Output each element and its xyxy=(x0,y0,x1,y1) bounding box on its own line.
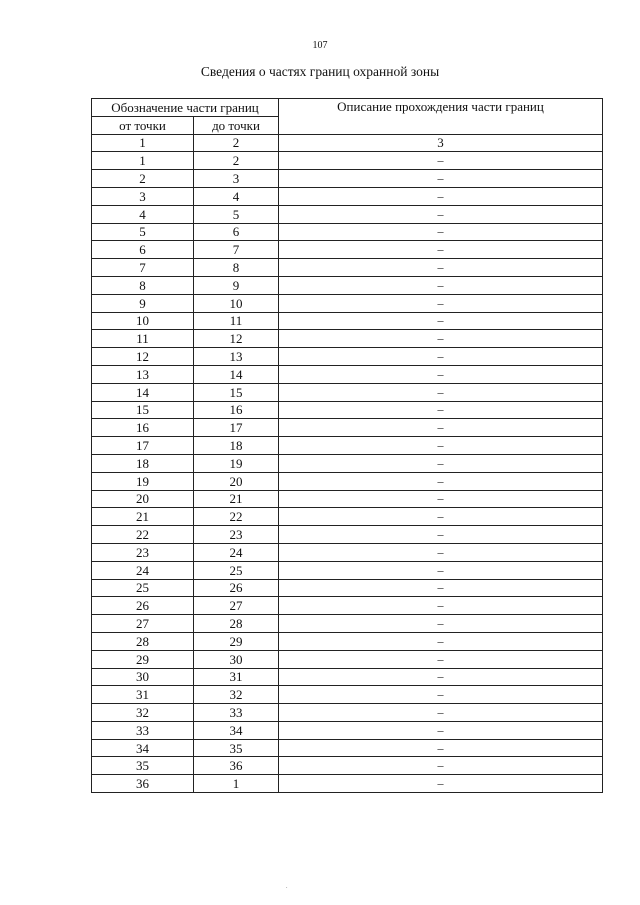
table-row xyxy=(92,704,603,722)
header-from-point: от точки xyxy=(92,116,194,134)
description-cell: – xyxy=(279,775,603,793)
from-point-cell: 20 xyxy=(92,490,194,508)
table-row xyxy=(92,490,603,508)
table-row xyxy=(92,650,603,668)
table-row xyxy=(92,597,603,615)
to-point-cell: 29 xyxy=(194,632,279,650)
from-point-cell: 23 xyxy=(92,543,194,561)
table-row xyxy=(92,205,603,223)
to-point-cell: 17 xyxy=(194,419,279,437)
description-cell: – xyxy=(279,650,603,668)
description-cell: – xyxy=(279,721,603,739)
table-row xyxy=(92,294,603,312)
to-point-cell: 2 xyxy=(194,152,279,170)
description-cell: – xyxy=(279,561,603,579)
to-point-cell: 10 xyxy=(194,294,279,312)
description-cell: – xyxy=(279,383,603,401)
description-cell: – xyxy=(279,757,603,775)
to-point-cell: 21 xyxy=(194,490,279,508)
to-point-cell: 1 xyxy=(194,775,279,793)
boundary-parts-table xyxy=(91,98,603,793)
header-to-point: до точки xyxy=(194,116,279,134)
from-point-cell: 12 xyxy=(92,348,194,366)
to-point-cell: 22 xyxy=(194,508,279,526)
description-cell: – xyxy=(279,597,603,615)
from-point-cell: 22 xyxy=(92,526,194,544)
header-boundary-designation: Обозначение части границ xyxy=(92,99,279,117)
description-cell: – xyxy=(279,170,603,188)
table-row xyxy=(92,348,603,366)
table-row xyxy=(92,579,603,597)
from-point-cell: 34 xyxy=(92,739,194,757)
description-cell: – xyxy=(279,401,603,419)
description-cell: – xyxy=(279,312,603,330)
table-row xyxy=(92,401,603,419)
to-point-cell: 12 xyxy=(194,330,279,348)
from-point-cell: 21 xyxy=(92,508,194,526)
table-body xyxy=(92,152,603,793)
from-point-cell: 14 xyxy=(92,383,194,401)
from-point-cell: 10 xyxy=(92,312,194,330)
description-cell: – xyxy=(279,152,603,170)
to-point-cell: 13 xyxy=(194,348,279,366)
table-row xyxy=(92,241,603,259)
from-point-cell: 31 xyxy=(92,686,194,704)
to-point-cell: 23 xyxy=(194,526,279,544)
description-cell: – xyxy=(279,454,603,472)
table-row xyxy=(92,739,603,757)
description-cell: – xyxy=(279,241,603,259)
table-row xyxy=(92,721,603,739)
from-point-cell: 19 xyxy=(92,472,194,490)
to-point-cell: 27 xyxy=(194,597,279,615)
table-row xyxy=(92,454,603,472)
table-row xyxy=(92,543,603,561)
to-point-cell: 24 xyxy=(194,543,279,561)
from-point-cell: 25 xyxy=(92,579,194,597)
column-number-from: 1 xyxy=(92,134,194,152)
to-point-cell: 31 xyxy=(194,668,279,686)
description-cell: – xyxy=(279,686,603,704)
footer-mark: . xyxy=(286,884,288,890)
from-point-cell: 32 xyxy=(92,704,194,722)
table-header xyxy=(92,99,603,152)
header-row-group xyxy=(92,99,603,117)
from-point-cell: 28 xyxy=(92,632,194,650)
document-title: Сведения о частях границ охранной зоны xyxy=(200,64,440,79)
from-point-cell: 33 xyxy=(92,721,194,739)
table-row xyxy=(92,170,603,188)
to-point-cell: 19 xyxy=(194,454,279,472)
description-cell: – xyxy=(279,348,603,366)
description-cell: – xyxy=(279,704,603,722)
to-point-cell: 32 xyxy=(194,686,279,704)
from-point-cell: 35 xyxy=(92,757,194,775)
from-point-cell: 29 xyxy=(92,650,194,668)
description-cell: – xyxy=(279,668,603,686)
to-point-cell: 25 xyxy=(194,561,279,579)
from-point-cell: 9 xyxy=(92,294,194,312)
from-point-cell: 26 xyxy=(92,597,194,615)
to-point-cell: 8 xyxy=(194,259,279,277)
table-row xyxy=(92,686,603,704)
to-point-cell: 15 xyxy=(194,383,279,401)
description-cell: – xyxy=(279,365,603,383)
to-point-cell: 16 xyxy=(194,401,279,419)
column-number-to: 2 xyxy=(194,134,279,152)
to-point-cell: 7 xyxy=(194,241,279,259)
description-cell: – xyxy=(279,579,603,597)
table-row xyxy=(92,561,603,579)
table-row xyxy=(92,632,603,650)
to-point-cell: 30 xyxy=(194,650,279,668)
to-point-cell: 3 xyxy=(194,170,279,188)
to-point-cell: 4 xyxy=(194,187,279,205)
description-cell: – xyxy=(279,739,603,757)
to-point-cell: 5 xyxy=(194,205,279,223)
description-cell: – xyxy=(279,205,603,223)
description-cell: – xyxy=(279,490,603,508)
from-point-cell: 7 xyxy=(92,259,194,277)
from-point-cell: 24 xyxy=(92,561,194,579)
table-row xyxy=(92,259,603,277)
from-point-cell: 27 xyxy=(92,615,194,633)
from-point-cell: 17 xyxy=(92,437,194,455)
from-point-cell: 16 xyxy=(92,419,194,437)
description-cell: – xyxy=(279,508,603,526)
to-point-cell: 11 xyxy=(194,312,279,330)
to-point-cell: 18 xyxy=(194,437,279,455)
table-row xyxy=(92,187,603,205)
table-row xyxy=(92,330,603,348)
table-row xyxy=(92,472,603,490)
table-row xyxy=(92,383,603,401)
description-cell: – xyxy=(279,632,603,650)
to-point-cell: 9 xyxy=(194,276,279,294)
description-cell: – xyxy=(279,276,603,294)
header-boundary-description: Описание прохождения части границ xyxy=(279,99,603,135)
description-cell: – xyxy=(279,294,603,312)
table-row xyxy=(92,508,603,526)
from-point-cell: 11 xyxy=(92,330,194,348)
from-point-cell: 36 xyxy=(92,775,194,793)
from-point-cell: 2 xyxy=(92,170,194,188)
table-row xyxy=(92,276,603,294)
description-cell: – xyxy=(279,330,603,348)
table-row xyxy=(92,526,603,544)
description-cell: – xyxy=(279,187,603,205)
to-point-cell: 14 xyxy=(194,365,279,383)
description-cell: – xyxy=(279,419,603,437)
table-row xyxy=(92,757,603,775)
from-point-cell: 1 xyxy=(92,152,194,170)
to-point-cell: 20 xyxy=(194,472,279,490)
from-point-cell: 6 xyxy=(92,241,194,259)
description-cell: – xyxy=(279,259,603,277)
to-point-cell: 33 xyxy=(194,704,279,722)
page-number: 107 xyxy=(312,40,328,51)
from-point-cell: 30 xyxy=(92,668,194,686)
from-point-cell: 8 xyxy=(92,276,194,294)
description-cell: – xyxy=(279,615,603,633)
from-point-cell: 5 xyxy=(92,223,194,241)
from-point-cell: 13 xyxy=(92,365,194,383)
column-number-desc: 3 xyxy=(279,134,603,152)
to-point-cell: 34 xyxy=(194,721,279,739)
table-row xyxy=(92,365,603,383)
description-cell: – xyxy=(279,437,603,455)
table-row xyxy=(92,152,603,170)
description-cell: – xyxy=(279,526,603,544)
from-point-cell: 18 xyxy=(92,454,194,472)
to-point-cell: 26 xyxy=(194,579,279,597)
table-row xyxy=(92,419,603,437)
from-point-cell: 3 xyxy=(92,187,194,205)
description-cell: – xyxy=(279,472,603,490)
to-point-cell: 6 xyxy=(194,223,279,241)
table-row xyxy=(92,223,603,241)
table-row xyxy=(92,668,603,686)
table-row xyxy=(92,437,603,455)
table-row xyxy=(92,615,603,633)
to-point-cell: 28 xyxy=(194,615,279,633)
table-row xyxy=(92,312,603,330)
from-point-cell: 15 xyxy=(92,401,194,419)
column-numbering-row xyxy=(92,134,603,152)
table-row xyxy=(92,775,603,793)
from-point-cell: 4 xyxy=(92,205,194,223)
description-cell: – xyxy=(279,543,603,561)
to-point-cell: 35 xyxy=(194,739,279,757)
description-cell: – xyxy=(279,223,603,241)
to-point-cell: 36 xyxy=(194,757,279,775)
